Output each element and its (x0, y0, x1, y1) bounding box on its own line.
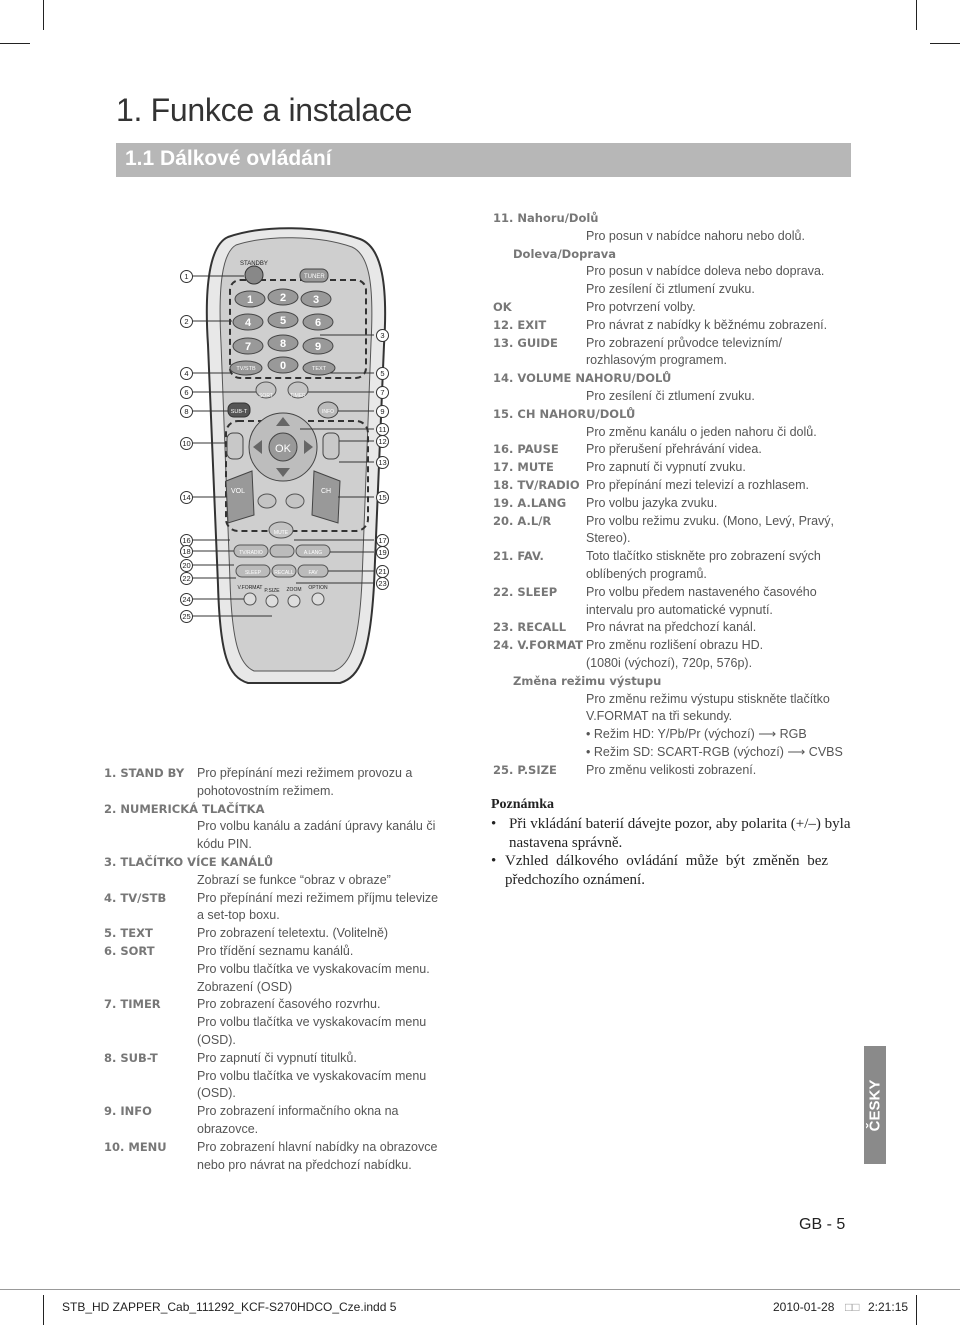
item-text: Pro zobrazení průvodce televizním/ (586, 335, 782, 350)
note-line: nastavena správně. (509, 835, 623, 851)
remote-label: 7 (244, 341, 252, 353)
callout-number: 2 (180, 315, 193, 328)
remote-label: RECALL (274, 570, 294, 576)
footer-date: 2010-01-28 (773, 1300, 835, 1314)
remote-label: OPTION (308, 585, 328, 591)
item-label: 2. NUMERICKÁ TLAČÍTKA (104, 801, 265, 816)
item-label: 10. MENU (104, 1139, 167, 1154)
item-text: Stereo). (586, 531, 631, 546)
item-text: Pro změnu režimu výstupu stiskněte tlačítko (586, 691, 830, 706)
note-bullet: • (491, 816, 497, 832)
item-text: Pro posun v nabídce nahoru nebo dolů. (586, 228, 805, 243)
language-label: ČESKY (866, 1079, 884, 1131)
item-text: V.FORMAT na tři sekundy. (586, 709, 733, 724)
item-label: 25. P.SIZE (493, 762, 557, 777)
item-text: Pro zobrazení informačního okna na (197, 1104, 399, 1119)
callout-number: 7 (376, 386, 389, 399)
item-text: rozhlasovým programem. (586, 353, 728, 368)
remote-label: TV/STB (236, 366, 256, 372)
remote-label: 9 (314, 341, 322, 353)
item-text: intervalu pro automatické vypnutí. (586, 602, 773, 617)
note-item (509, 815, 859, 853)
remote-label: SUB-T (230, 409, 248, 415)
item-text: Pro zapnutí či vypnutí titulků. (197, 1050, 357, 1065)
callout-number: 5 (376, 367, 389, 380)
callout-number: 22 (180, 572, 193, 585)
item-label: 11. Nahoru/Dolů (493, 211, 599, 225)
item-label: Změna režimu výstupu (513, 673, 662, 688)
item-text: Pro zobrazení časového rozvrhu. (197, 997, 381, 1012)
callout-number: 4 (180, 367, 193, 380)
right-description-list (493, 210, 863, 790)
item-label: 17. MUTE (493, 460, 554, 475)
footer-glyphs: □□ (845, 1300, 860, 1314)
item-text: Pro návrat z nabídky k běžnému zobrazení. (586, 317, 828, 332)
callout-number: 1 (180, 270, 193, 283)
item-text: Pro změnu velikosti zobrazení. (586, 762, 757, 777)
item-text: Toto tlačítko stiskněte pro zobrazení svých (586, 549, 821, 564)
remote-label: 5 (279, 315, 287, 327)
item-label: Doleva/Doprava (513, 246, 617, 261)
note-item (505, 852, 855, 890)
remote-label: TIMER (290, 393, 306, 399)
remote-label: 8 (279, 338, 287, 350)
item-text: Pro volbu jazyka zvuku. (586, 495, 718, 510)
item-label: 4. TV/STB (104, 890, 167, 905)
item-label: 9. INFO (104, 1104, 152, 1119)
item-text: Pro volbu předem nastaveného časového (586, 584, 817, 599)
callout-number: 18 (180, 545, 193, 558)
remote-label: 1 (246, 294, 254, 306)
remote-label: TUNER (304, 274, 325, 280)
remote-label: SORT (259, 393, 273, 399)
item-text: Pro volbu kanálu a zadání úpravy kanálu či (197, 819, 436, 834)
item-text: Pro volbu tlačítka ve vyskakovacím menu. (197, 961, 430, 976)
item-label: 16. PAUSE (493, 442, 559, 457)
item-label: 19. A.LANG (493, 495, 567, 510)
item-text: • Režim SD: SCART-RGB (výchozí) ⟶ CVBS (586, 744, 843, 759)
note-line: Při vkládání baterií dávejte pozor, aby polarita (+/–) byla (509, 816, 851, 832)
item-text: Pro zesílení či ztlumení zvuku. (586, 388, 755, 403)
crop-mark (43, 0, 44, 30)
item-text: nebo pro návrat na předchozí nabídku. (197, 1157, 412, 1172)
callout-number: 9 (376, 405, 389, 418)
callout-number: 10 (180, 437, 193, 450)
item-text: (OSD). (197, 1032, 236, 1047)
item-label: 14. VOLUME NAHORU/DOLŮ (493, 371, 672, 386)
note-line: Vzhled dálkového ovládání může být změněn bez (505, 853, 829, 869)
crop-mark (930, 43, 960, 44)
item-text: Pro posun v nabídce doleva nebo doprava. (586, 264, 825, 279)
item-label: 3. TLAČÍTKO VÍCE KANÁLŮ (104, 855, 274, 869)
callout-number: 15 (376, 491, 389, 504)
item-label: 18. TV/RADIO (493, 478, 580, 492)
item-text: Pro přerušení přehrávání videa. (586, 442, 762, 457)
item-text: Pro zesílení či ztlumení zvuku. (586, 282, 755, 297)
item-text: Zobrazení (OSD) (197, 979, 293, 994)
item-text: (OSD). (197, 1086, 236, 1101)
item-text: (1080i (výchozí), 720p, 576p). (586, 655, 753, 670)
callout-number: 11 (376, 423, 389, 436)
item-label: 23. RECALL (493, 620, 567, 635)
item-text: Pro volbu tlačítka ve vyskakovacím menu (197, 1015, 427, 1030)
item-text: Pro přepínání mezi režimem provozu a (197, 766, 413, 780)
item-text: kódu PIN. (197, 837, 252, 852)
footer-time: 2:21:15 (868, 1300, 909, 1314)
left-description-list (104, 765, 474, 1185)
remote-label: TEXT (311, 366, 327, 372)
callout-number: 21 (376, 565, 389, 578)
item-label: 12. EXIT (493, 317, 547, 332)
item-text: Pro změnu kanálu o jeden nahoru či dolů. (586, 424, 817, 439)
callout-number: 19 (376, 546, 389, 559)
item-text: Pro změnu rozlišení obrazu HD. (586, 638, 764, 653)
remote-label: 2 (279, 292, 287, 304)
page-title: 1. Funkce a instalace (116, 92, 413, 128)
callout-number: 23 (376, 577, 389, 590)
callout-number: 13 (376, 456, 389, 469)
item-label: 15. CH NAHORU/DOLŮ (493, 406, 636, 421)
note-line: předchozího oznámení. (505, 872, 645, 888)
item-label: 5. TEXT (104, 926, 153, 941)
callout-number: 17 (376, 534, 389, 547)
remote-label: ZOOM (286, 587, 302, 593)
remote-label: V.FORMAT (237, 585, 263, 591)
item-text: Pro třídění seznamu kanálů. (197, 944, 354, 958)
callout-number: 14 (180, 491, 193, 504)
callout-number: 8 (180, 405, 193, 418)
section-title: 1.1 Dálkové ovládání (125, 147, 332, 170)
item-label: 13. GUIDE (493, 335, 558, 350)
item-label: 21. FAV. (493, 549, 544, 564)
item-label: 6. SORT (104, 944, 155, 958)
remote-label: INFO (322, 409, 334, 415)
item-text: Pro přepínání mezi televizí a rozhlasem. (586, 478, 810, 492)
crop-mark (0, 43, 30, 44)
remote-label: MUTE (273, 530, 289, 536)
item-text: oblíbených programů. (586, 566, 707, 581)
remote-label: OK (275, 443, 291, 455)
remote-label: STANDBY (240, 261, 268, 267)
item-text: Pro potvrzení volby. (586, 300, 696, 314)
crop-mark (43, 1295, 44, 1325)
remote-label: A.LANG (303, 550, 323, 556)
item-text: Pro zapnutí či vypnutí zvuku. (586, 460, 746, 475)
callout-number: 24 (180, 593, 193, 606)
item-label: OK (493, 300, 512, 314)
item-label: 8. SUB-T (104, 1050, 158, 1065)
callout-number: 16 (180, 534, 193, 547)
callout-number: 12 (376, 435, 389, 448)
item-text: Pro zobrazení hlavní nabídky na obrazovce (197, 1139, 438, 1154)
item-text: Pro návrat na předchozí kanál. (586, 620, 757, 635)
crop-mark (916, 1295, 917, 1325)
item-text: Pro volbu tlačítka ve vyskakovacím menu (197, 1068, 427, 1083)
note-bullet: • (491, 853, 497, 869)
callout-number: 25 (180, 610, 193, 623)
item-text: • Režim HD: Y/Pb/Pr (výchozí) ⟶ RGB (586, 727, 807, 742)
crop-mark (916, 0, 917, 30)
remote-label: SLEEP (244, 570, 262, 576)
item-text: Pro přepínání mezi režimem příjmu televize (197, 890, 439, 905)
item-label: 1. STAND BY (104, 766, 185, 780)
remote-label: 4 (244, 317, 252, 329)
footer-filename: STB_HD ZAPPER_Cab_111292_KCF-S270HDCO_Cze.indd 5 (62, 1300, 397, 1314)
item-text: a set-top boxu. (197, 908, 280, 923)
callout-number: 6 (180, 386, 193, 399)
item-text: Pro volbu režimu zvuku. (Mono, Levý, Pravý, (586, 513, 835, 528)
remote-label: VOL (230, 488, 246, 495)
item-text: pohotovostním režimem. (197, 783, 334, 798)
footer-rule (0, 1289, 960, 1290)
item-label: 7. TIMER (104, 997, 161, 1012)
note-title: Poznámka (491, 797, 554, 812)
item-text: obrazovce. (197, 1121, 259, 1136)
remote-label: 6 (314, 317, 322, 329)
item-text: Zobrazí se funkce “obraz v obraze” (197, 872, 391, 887)
item-label: 24. V.FORMAT (493, 638, 583, 653)
remote-label: P.SIZE (264, 588, 280, 594)
language-tab (864, 1046, 886, 1164)
callout-number: 20 (180, 559, 193, 572)
remote-label: CH (320, 488, 332, 495)
page-number: GB - 5 (799, 1216, 846, 1233)
remote-label: FAV (308, 570, 318, 576)
remote-label: TV/RADIO (239, 550, 263, 556)
item-text: Pro zobrazení teletextu. (Volitelně) (197, 926, 389, 941)
item-label: 22. SLEEP (493, 584, 558, 599)
remote-label: 0 (279, 360, 287, 372)
item-label: 20. A.L/R (493, 513, 552, 528)
remote-label: 3 (312, 294, 320, 306)
remote-control-illustration (170, 225, 405, 695)
callout-number: 3 (376, 329, 389, 342)
